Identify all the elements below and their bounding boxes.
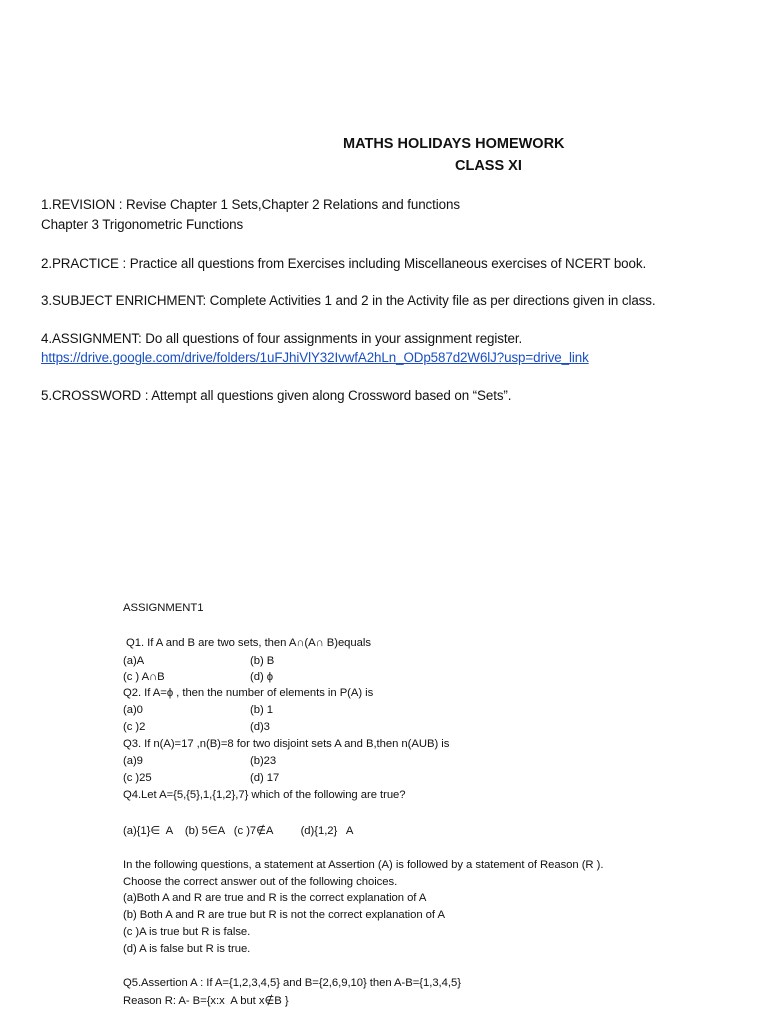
page-title: MATHS HOLIDAYS HOMEWORK — [343, 136, 565, 152]
q3-option-c: (c )25 — [123, 772, 152, 784]
q1-option-a: (a)A — [123, 655, 145, 667]
ar-option-c: (c )A is true but R is false. — [123, 926, 251, 938]
task-revision: 1.REVISION : Revise Chapter 1 Sets,Chapter 2 Relations and functions — [41, 197, 460, 212]
task-assignment: 4.ASSIGNMENT: Do all questions of four assignments in your assignment register. — [41, 331, 523, 346]
assignment-title: ASSIGNMENT1 — [123, 602, 204, 614]
task-practice: 2.PRACTICE : Practice all questions from Exercises including Miscellaneous exercises of NCERT book. — [41, 256, 647, 271]
task-crossword: 5.CROSSWORD : Attempt all questions given along Crossword based on “Sets”. — [41, 388, 512, 403]
q3-option-d: (d) 17 — [250, 772, 280, 784]
task-revision-continued: Chapter 3 Trigonometric Functions — [41, 217, 244, 232]
q3-option-b: (b)23 — [250, 755, 277, 767]
q1-option-d: (d) ϕ — [250, 671, 274, 683]
q2-option-c: (c )2 — [123, 721, 146, 733]
task-subject-enrichment: 3.SUBJECT ENRICHMENT: Complete Activities 1 and 2 in the Activity file as per directions given in class. — [41, 293, 656, 308]
q4-options: (a){1}∈ A (b) 5∈A (c )7∉A (d){1,2} A — [123, 825, 354, 837]
q2-option-b: (b) 1 — [250, 704, 273, 716]
question-2: Q2. If A=ϕ , then the number of elements in P(A) is — [123, 687, 374, 699]
q3-option-a: (a)9 — [123, 755, 143, 767]
question-4: Q4.Let A={5,{5},1,{1,2},7} which of the following are true? — [123, 789, 406, 801]
assignment-drive-link[interactable]: https://drive.google.com/drive/folders/1uFJhiVlY32IvwfA2hLn_ODp587d2W6lJ?usp=drive_link — [41, 350, 589, 365]
q1-option-c: (c ) A∩B — [123, 671, 165, 683]
ar-option-b: (b) Both A and R are true but R is not the correct explanation of A — [123, 909, 445, 921]
question-1: Q1. If A and B are two sets, then A∩(A∩ B)equals — [126, 637, 371, 649]
ar-option-d: (d) A is false but R is true. — [123, 943, 251, 955]
q2-option-a: (a)0 — [123, 704, 143, 716]
q1-option-b: (b) B — [250, 655, 275, 667]
q2-option-d: (d)3 — [250, 721, 270, 733]
assertion-reason-intro: In the following questions, a statement at Assertion (A) is followed by a statement of Reason (R ). — [123, 859, 604, 871]
class-label: CLASS XI — [455, 158, 522, 174]
question-3: Q3. If n(A)=17 ,n(B)=8 for two disjoint sets A and B,then n(AUB) is — [123, 738, 450, 750]
assertion-reason-instruction: Choose the correct answer out of the following choices. — [123, 876, 398, 888]
ar-option-a: (a)Both A and R are true and R is the correct explanation of A — [123, 892, 427, 904]
question-5-reason: Reason R: A- B={x:x A but x∉B } — [123, 995, 289, 1007]
question-5-assertion: Q5.Assertion A : If A={1,2,3,4,5} and B={2,6,9,10} then A-B={1,3,4,5} — [123, 977, 461, 989]
